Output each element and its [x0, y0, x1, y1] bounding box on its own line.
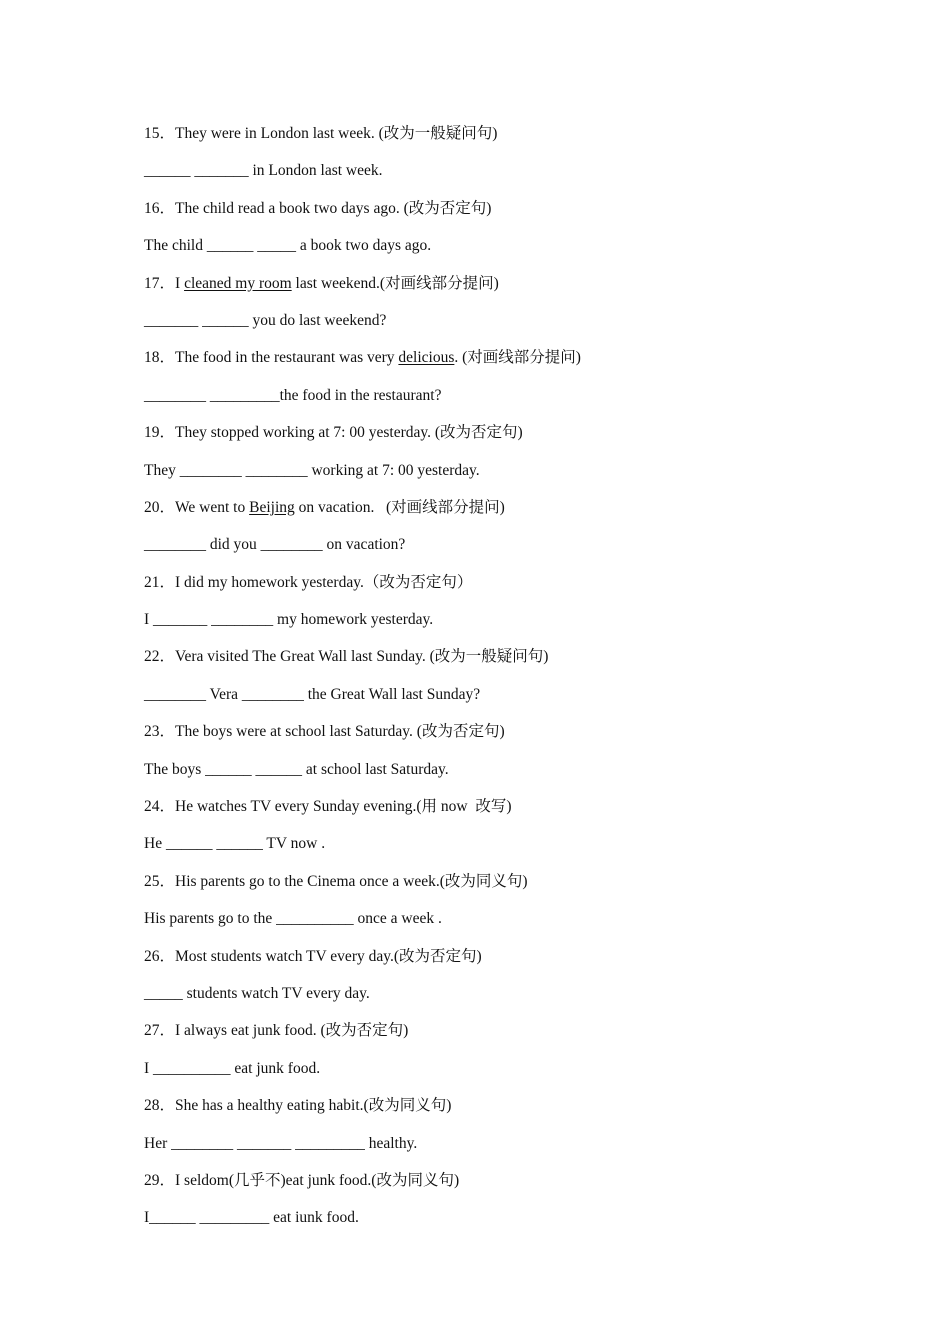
question-number: 23．: [144, 723, 176, 741]
question-line: [144, 120, 864, 157]
question-line: [144, 793, 864, 830]
question-line: [144, 344, 864, 381]
question-number: 25．: [144, 872, 176, 890]
question-line: [144, 718, 864, 755]
underlined-phrase: cleaned my room: [184, 274, 292, 292]
question-text: They were in London last week. (改为一般疑问句): [175, 125, 498, 142]
question-text: Vera visited The Great Wall last Sunday. (改为一般疑问句): [175, 648, 549, 666]
question-number: 29．: [144, 1171, 176, 1189]
question-number: 27．: [144, 1022, 176, 1040]
question-number: 19．: [144, 424, 176, 442]
question-text: Most students watch TV every day.(改为否定句): [175, 947, 482, 965]
question-line: [144, 195, 864, 232]
question-text: I always eat junk food. (改为否定句): [175, 1022, 409, 1040]
answer-line: ______ _______ in London last week.: [144, 162, 383, 180]
answer-line: ________ did you ________ on vacation?: [144, 536, 406, 554]
exercise-list: [144, 120, 864, 1242]
question-number: 18．: [144, 349, 176, 367]
question-line: [144, 494, 864, 531]
question-number: 16．: [144, 199, 176, 217]
question-line: [144, 868, 864, 905]
question-text: They stopped working at 7: 00 yesterday. (改为否定句): [175, 424, 523, 442]
question-number: 24．: [144, 798, 176, 816]
answer-line: The child ______ _____ a book two days ago.: [144, 237, 432, 255]
answer-line: Her ________ _______ _________ healthy.: [144, 1134, 418, 1152]
question-number: 26．: [144, 947, 176, 965]
question-line: [144, 569, 864, 606]
answer-line: _______ ______ you do last weekend?: [144, 311, 387, 329]
question-text: We went to: [175, 498, 250, 516]
question-text: I did my homework yesterday.（改为否定句）: [175, 573, 473, 591]
question-text: I seldom(几乎不)eat junk food.(改为同义句): [175, 1171, 460, 1189]
question-line: [144, 1092, 864, 1129]
question-text-after: last weekend.(对画线部分提问): [291, 274, 499, 292]
question-text: I: [175, 274, 185, 292]
question-number: 22．: [144, 648, 176, 666]
underlined-phrase: delicious: [398, 349, 455, 367]
answer-line: The boys ______ ______ at school last Saturday.: [144, 760, 449, 778]
question-number: 21．: [144, 573, 176, 591]
answer-line: He ______ ______ TV now .: [144, 835, 326, 853]
question-text: The boys were at school last Saturday. (改为否定句): [175, 723, 505, 741]
question-number: 15．: [144, 125, 176, 142]
answer-line: I _______ ________ my homework yesterday.: [144, 611, 434, 629]
answer-line: They ________ ________ working at 7: 00 yesterday.: [144, 461, 480, 479]
answer-line: His parents go to the __________ once a week .: [144, 910, 442, 928]
question-number: 17．: [144, 274, 176, 292]
question-text: His parents go to the Cinema once a week.(改为同义句): [175, 872, 528, 890]
question-line: [144, 270, 864, 307]
answer-line: _____ students watch TV every day.: [144, 984, 370, 1002]
question-text: The food in the restaurant was very: [175, 349, 399, 367]
answer-line: I______ _________ eat iunk food.: [144, 1209, 359, 1227]
question-text: He watches TV every Sunday evening.(用 now 改写): [175, 798, 512, 816]
question-text-after: on vacation. (对画线部分提问): [294, 498, 505, 516]
question-text: The child read a book two days ago. (改为否定句): [175, 199, 492, 217]
question-line: [144, 1017, 864, 1054]
question-line: [144, 643, 864, 680]
question-line: [144, 943, 864, 980]
question-text: She has a healthy eating habit.(改为同义句): [175, 1097, 452, 1115]
question-line: [144, 419, 864, 456]
answer-line: ________ _________the food in the restaurant?: [144, 386, 442, 404]
underlined-phrase: Beijing: [249, 498, 295, 516]
question-text-after: . (对画线部分提问): [454, 349, 581, 367]
answer-line: ________ Vera ________ the Great Wall last Sunday?: [144, 685, 481, 703]
question-number: 20．: [144, 498, 176, 516]
answer-line: I __________ eat junk food.: [144, 1059, 321, 1077]
question-number: 28．: [144, 1097, 176, 1115]
question-line: [144, 1167, 864, 1204]
